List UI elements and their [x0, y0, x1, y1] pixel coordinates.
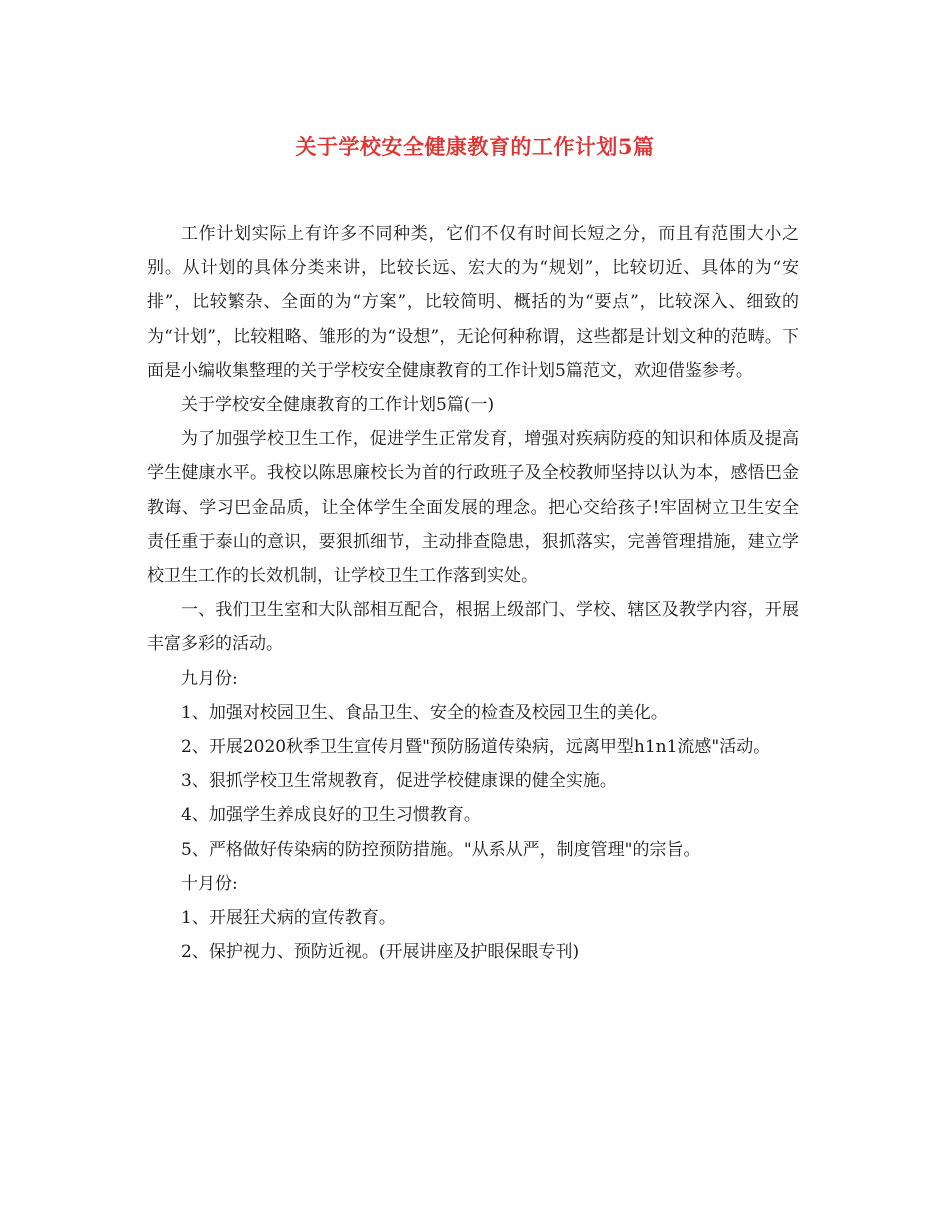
list-item: 2、保护视力、预防近视。(开展讲座及护眼保眼专刊) [181, 942, 580, 963]
list-item: 3、狠抓学校卫生常规教育，促进学校健康课的健全实施。 [181, 771, 617, 792]
body-paragraph: 一、我们卫生室和大队部相互配合，根据上级部门、学校、辖区及教学内容，开展丰富多彩的活动。 [147, 600, 799, 655]
document-body [147, 217, 799, 969]
month-heading-september: 九月份: [181, 668, 238, 689]
body-paragraph: 为了加强学校卫生工作，促进学生正常发育，增强对疾病防疫的知识和体质及提高学生健康水平。我校以陈思廉校长为首的行政班子及全校教师坚持以认为本，感悟巴金教诲、学习巴金品质，让全体学生全面发展的理念。把心交给孩子!牢固树立卫生安全责任重于泰山的意识，要狠抓细节，主动排查隐患，狠抓落实，完善管理措施，建立学校卫生工作的长效机制，让学校卫生工作落到实处。 [147, 429, 799, 587]
list-item: 5、严格做好传染病的防控预防措施。"从系从严，制度管理"的宗旨。 [181, 839, 701, 860]
list-item: 2、开展2020秋季卫生宣传月暨"预防肠道传染病，远离甲型h1n1流感"活动。 [181, 737, 771, 758]
list-item: 1、开展狂犬病的宣传教育。 [181, 908, 396, 929]
section-heading: 关于学校安全健康教育的工作计划5篇(一) [181, 395, 495, 416]
document-title: 关于学校安全健康教育的工作计划5篇 [295, 134, 655, 159]
month-heading-october: 十月份: [181, 873, 238, 894]
intro-paragraph: 工作计划实际上有许多不同种类，它们不仅有时间长短之分，而且有范围大小之别。从计划的具体分类来讲，比较长远、宏大的为“规划”，比较切近、具体的为“安排”，比较繁杂、全面的为“方案”，比较简明、概括的为“要点”，比较深入、细致的为“计划”，比较粗略、雏形的为“设想”，无论何种称谓，这些都是计划文种的范畴。下面是小编收集整理的关于学校安全健康教育的工作计划5篇范文，欢迎借鉴参考。 [147, 224, 799, 381]
list-item: 1、加强对校园卫生、食品卫生、安全的检查及校园卫生的美化。 [181, 702, 668, 723]
list-item: 4、加强学生养成良好的卫生习惯教育。 [181, 805, 481, 826]
